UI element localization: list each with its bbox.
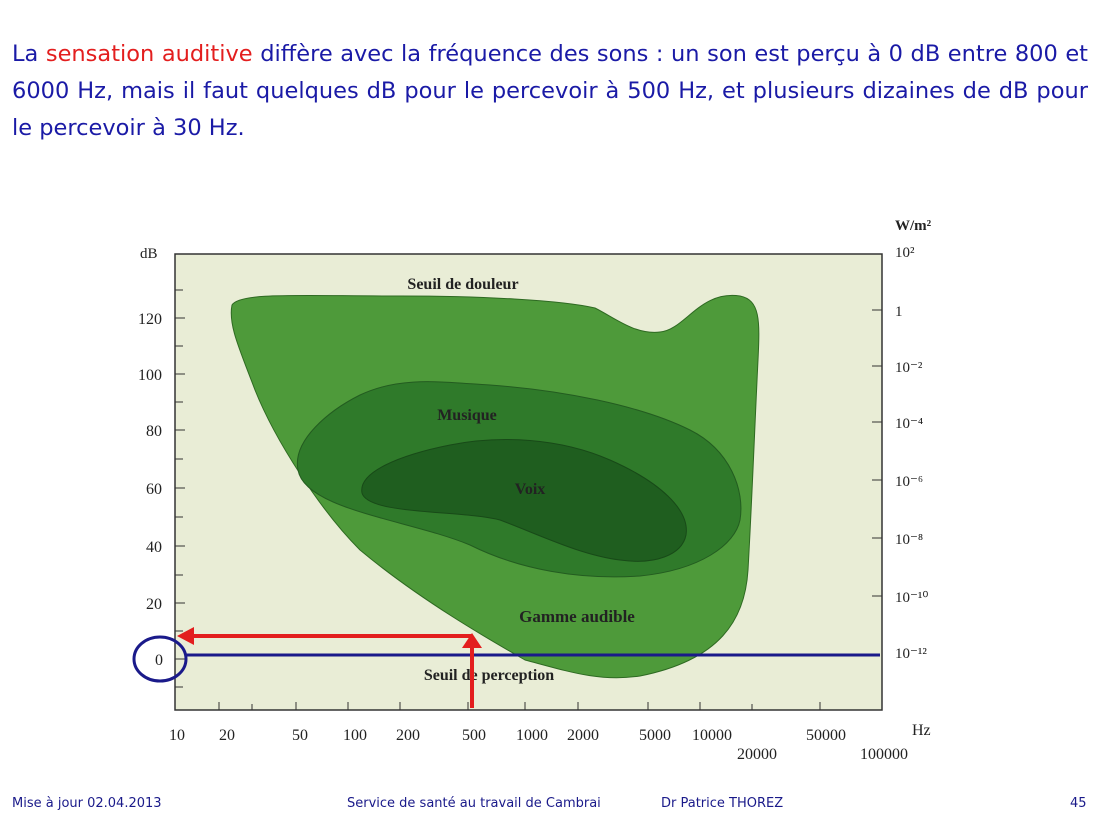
x-tick-label: 50 [292, 727, 308, 744]
x-tick-label: 5000 [639, 727, 671, 744]
right-tick-label: 10² [895, 245, 915, 261]
x-axis-unit: Hz [912, 722, 931, 739]
x-tick-label: 10000 [692, 727, 732, 744]
audible-range-label: Gamme audible [519, 607, 635, 626]
left-tick-label: 120 [138, 311, 162, 328]
right-tick-label: 10⁻⁸ [895, 532, 924, 548]
intro-post: diffère avec la fréquence des sons : un son est perçu à 0 dB entre 800 et 6000 Hz, mais il faut quelques dB pour le percevoir à 500 Hz, et plusieurs dizaines de dB pour le percevoir à 30 Hz. [12, 41, 1088, 141]
perception-threshold-label: Seuil de perception [423, 667, 555, 684]
x-tick-label: 50000 [806, 727, 846, 744]
footer-page-number: 45 [1070, 796, 1087, 811]
y-axis-unit-right: W/m² [895, 218, 932, 234]
x-tick-label: 200 [396, 727, 420, 744]
right-tick-label: 10⁻¹⁰ [895, 590, 929, 606]
y-axis-unit-left: dB [140, 246, 158, 262]
footer-update: Mise à jour 02.04.2013 [12, 796, 162, 811]
x-tick-label: 20000 [737, 746, 777, 763]
left-tick-label: 80 [146, 423, 162, 440]
left-tick-label: 60 [146, 481, 162, 498]
footer-author: Dr Patrice THOREZ [661, 796, 784, 811]
x-tick-label: 500 [462, 727, 486, 744]
music-label: Musique [437, 407, 497, 424]
x-tick-label: 1000 [516, 727, 548, 744]
right-tick-label: 1 [895, 304, 903, 320]
left-tick-label: 0 [155, 652, 163, 669]
x-tick-label: 2000 [567, 727, 599, 744]
x-tick-label: 10 [169, 727, 185, 744]
pain-threshold-label: Seuil de douleur [407, 276, 519, 293]
intro-pre: La [12, 41, 46, 67]
left-tick-label: 100 [138, 367, 162, 384]
left-tick-label: 20 [146, 596, 162, 613]
intro-highlight: sensation auditive [45, 41, 253, 67]
x-tick-label: 100 [343, 727, 367, 744]
right-tick-label: 10⁻⁶ [895, 474, 924, 490]
right-tick-label: 10⁻¹² [895, 646, 927, 662]
right-tick-label: 10⁻⁴ [895, 416, 924, 432]
voice-label: Voix [514, 481, 546, 498]
x-tick-label: 20 [219, 727, 235, 744]
footer-service: Service de santé au travail de Cambrai [347, 796, 601, 811]
left-tick-label: 40 [146, 539, 162, 556]
right-tick-label: 10⁻² [895, 360, 923, 376]
x-tick-label: 100000 [860, 746, 908, 763]
